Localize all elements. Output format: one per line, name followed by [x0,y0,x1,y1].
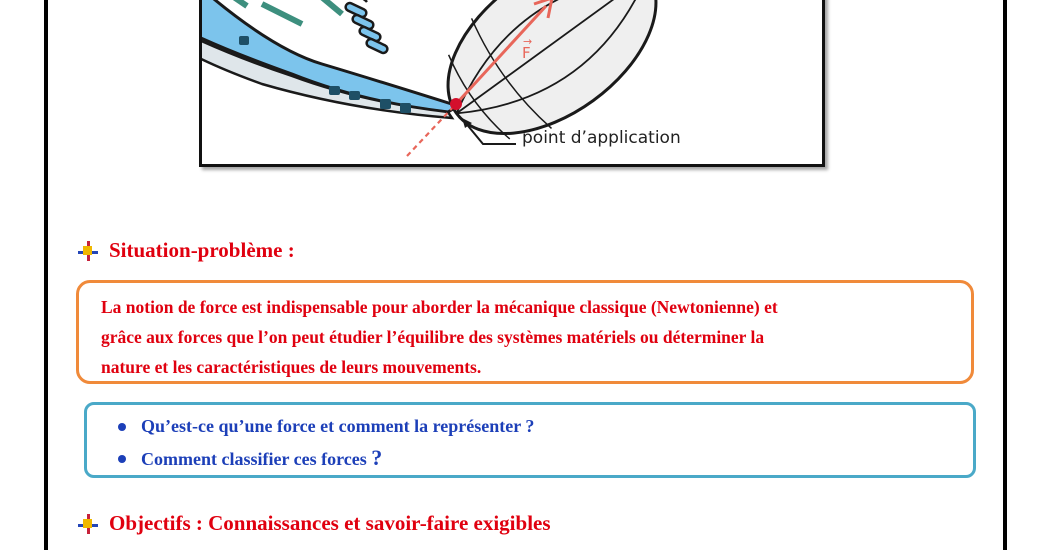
situation-line: La notion de force est indispensable pour aborder la mécanique classique (Newtonienne) et [101,297,778,317]
situation-line: grâce aux forces que l’on peut étudier l’équilibre des systèmes matériels ou déterminer la [101,327,765,347]
situation-heading [78,238,295,263]
question-item [115,442,973,475]
shoe-stripe [262,4,302,24]
objectifs-heading [78,511,551,536]
kick-drawing [202,0,822,164]
shoe-laces [342,0,389,54]
force-illustration [199,0,825,167]
application-point-label: point d’application [522,128,681,148]
force-vector-arrow: → [523,35,533,48]
bullet-cross-icon [78,514,98,534]
question-text: Comment classifier ces forces [141,449,372,469]
situation-box [76,280,974,384]
force-vector-label [522,35,533,62]
bullet-cross-icon [78,241,98,261]
shoe-stripe [222,0,247,6]
application-point [450,98,462,110]
force-symbol: F [522,44,531,62]
situation-title: Situation-problème : [109,238,295,262]
objectifs-title: Objectifs : Connaissances et savoir-faire exigibles [109,511,551,535]
questions-box [84,402,976,478]
shoe-stripe [312,0,342,14]
question-item [115,410,973,442]
question-text: Qu’est-ce qu’une force et comment la représenter ? [141,416,535,436]
questions-list [115,410,973,475]
situation-line: nature et les caractéristiques de leurs mouvements. [101,357,482,377]
question-mark: ? [371,445,383,470]
